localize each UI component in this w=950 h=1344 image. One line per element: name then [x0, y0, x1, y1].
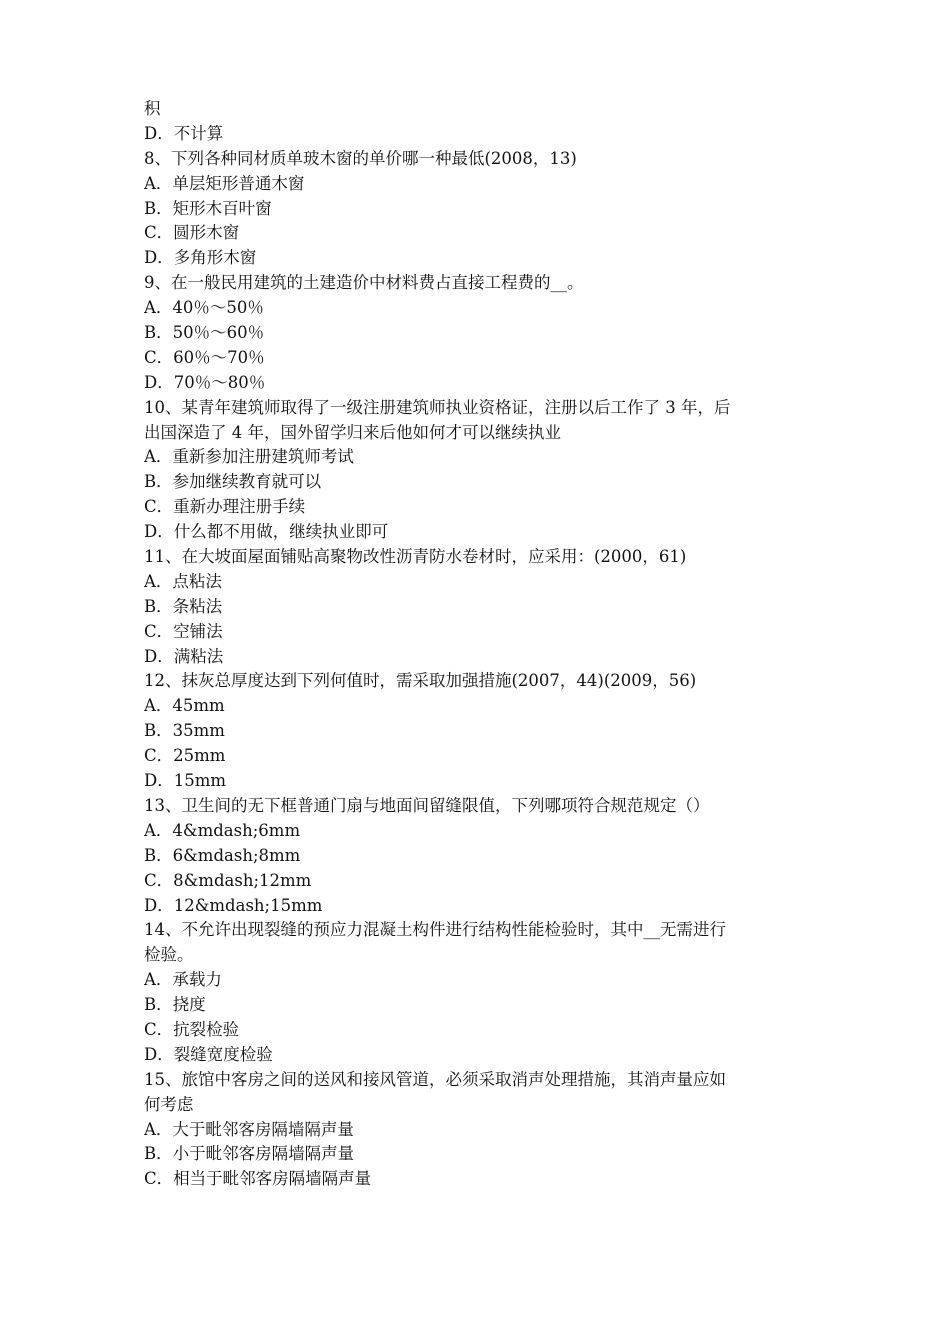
- text-line: C．抗裂检验: [144, 1019, 240, 1039]
- text-line: A．点粘法: [144, 571, 222, 591]
- text-line: D．裂缝宽度检验: [144, 1044, 273, 1064]
- text-line: D．12&mdash;15mm: [144, 895, 323, 915]
- text-line: 何考虑: [144, 1094, 194, 1114]
- text-line: B．35mm: [144, 721, 225, 741]
- text-line: 8、下列各种同材质单玻木窗的单价哪一种最低(2008，13): [144, 148, 577, 168]
- text-line: A．4&mdash;6mm: [144, 820, 301, 840]
- text-line: 9、在一般民用建筑的土建造价中材料费占直接工程费的__。: [144, 273, 584, 293]
- text-line: B．条粘法: [144, 596, 223, 616]
- text-line: C．相当于毗邻客房隔墙隔声量: [144, 1169, 372, 1189]
- text-line: B．参加继续教育就可以: [144, 472, 322, 492]
- text-line: C．25mm: [144, 746, 226, 766]
- text-line: A．单层矩形普通木窗: [144, 173, 305, 193]
- text-line: C．8&mdash;12mm: [144, 870, 312, 890]
- text-line: 13、卫生间的无下框普通门扇与地面间留缝限值，下列哪项符合规范规定（）: [144, 795, 710, 815]
- text-line: 14、不允许出现裂缝的预应力混凝土构件进行结构性能检验时，其中__无需进行: [144, 920, 726, 940]
- text-line: D．多角形木窗: [144, 248, 257, 268]
- text-line: 积: [144, 99, 161, 118]
- text-line: A．45mm: [144, 696, 225, 716]
- text-line: B．挠度: [144, 995, 206, 1015]
- text-line: 12、抹灰总厚度达到下列何值时，需采取加强措施(2007，44)(2009，56): [144, 671, 697, 691]
- text-line: 15、旅馆中客房之间的送风和接风管道，必须采取消声处理措施，其消声量应如: [144, 1069, 726, 1089]
- text-line: 出国深造了 4 年，国外留学归来后他如何才可以继续执业: [144, 422, 561, 442]
- text-line: D．什么都不用做，继续执业即可: [144, 522, 389, 542]
- text-line: B．矩形木百叶窗: [144, 198, 272, 218]
- question-text-block: [144, 97, 816, 1192]
- text-line: 检验。: [144, 945, 194, 965]
- text-line: A．承载力: [144, 970, 222, 990]
- text-line: A．重新参加注册建筑师考试: [144, 447, 354, 467]
- text-line: C．60％～70％: [144, 347, 265, 367]
- text-line: C．空铺法: [144, 621, 223, 641]
- text-line: B．50％～60％: [144, 323, 265, 343]
- text-line: 11、在大坡面屋面铺贴高聚物改性沥青防水卷材时，应采用：(2000，61): [144, 547, 687, 567]
- text-line: C．重新办理注册手续: [144, 497, 306, 517]
- text-line: D．不计算: [144, 123, 224, 143]
- text-line: C．圆形木窗: [144, 223, 240, 243]
- text-line: A．40％～50％: [144, 298, 264, 318]
- text-line: D．15mm: [144, 771, 227, 791]
- text-line: 10、某青年建筑师取得了一级注册建筑师执业资格证，注册以后工作了 3 年，后: [144, 397, 731, 417]
- text-line: D．70％～80％: [144, 372, 266, 392]
- text-line: A．大于毗邻客房隔墙隔声量: [144, 1119, 354, 1139]
- text-line: B．6&mdash;8mm: [144, 845, 301, 865]
- text-line: B．小于毗邻客房隔墙隔声量: [144, 1144, 355, 1164]
- text-line: D．满粘法: [144, 646, 224, 666]
